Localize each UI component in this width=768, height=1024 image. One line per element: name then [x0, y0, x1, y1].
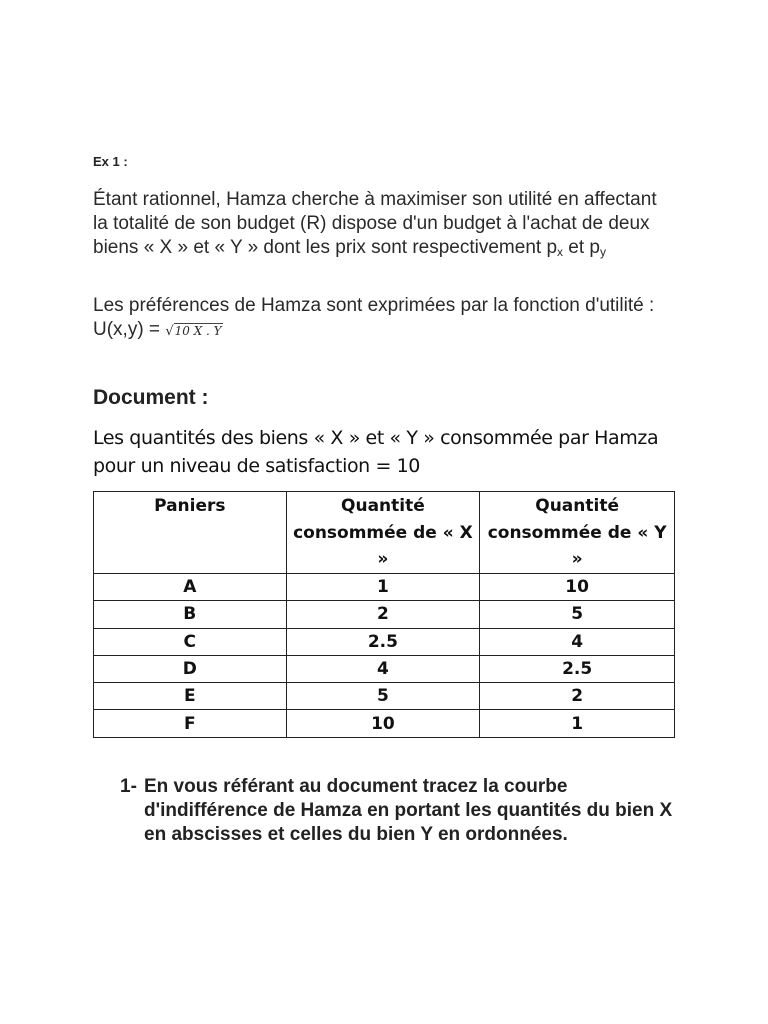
document-description: Les quantités des biens « X » et « Y » consommée par Hamza pour un niveau de satisfaction = 10: [93, 427, 659, 477]
cell-quantity-x: 1: [286, 574, 480, 601]
header-quantity-x: Quantité consommée de « X »: [286, 492, 480, 574]
formula-radicand: 10 X . Y: [174, 324, 222, 338]
question-number: 1-: [120, 776, 137, 797]
table-row: [94, 655, 675, 682]
header-paniers: Paniers: [94, 492, 287, 574]
exercise-label: Ex 1 :: [93, 154, 128, 169]
quantities-table: [93, 491, 675, 738]
cell-panier: A: [94, 574, 287, 601]
question-1: [120, 775, 680, 847]
utility-text: Les préférences de Hamza sont exprimées par la fonction d'utilité : U(x,y) =: [93, 295, 655, 340]
table-row: [94, 628, 675, 655]
cell-quantity-x: 10: [286, 710, 480, 737]
cell-quantity-y: 2: [480, 683, 675, 710]
intro-paragraph: [93, 188, 673, 264]
header-quantity-y: Quantité consommée de « Y »: [480, 492, 675, 574]
table-row: [94, 574, 675, 601]
table-row: [94, 683, 675, 710]
cell-panier: B: [94, 601, 287, 628]
question-text: En vous référant au document tracez la courbe d'indifférence de Hamza en portant les quantités du bien X en abscisses et celles du bien Y en ordonnées.: [144, 776, 673, 845]
cell-quantity-y: 2.5: [480, 655, 675, 682]
cell-panier: C: [94, 628, 287, 655]
cell-quantity-y: 5: [480, 601, 675, 628]
table-header-row: [94, 492, 675, 574]
radical-sign: √: [165, 324, 174, 339]
cell-panier: E: [94, 683, 287, 710]
cell-quantity-x: 4: [286, 655, 480, 682]
subscript-x: x: [557, 245, 564, 259]
cell-quantity-x: 2.5: [286, 628, 480, 655]
cell-quantity-x: 5: [286, 683, 480, 710]
utility-paragraph: [93, 294, 673, 344]
cell-quantity-y: 1: [480, 710, 675, 737]
cell-quantity-y: 4: [480, 628, 675, 655]
document-title: Document :: [93, 386, 209, 409]
intro-text-middle: et p: [563, 237, 600, 258]
cell-panier: D: [94, 655, 287, 682]
cell-panier: F: [94, 710, 287, 737]
intro-text: Étant rationnel, Hamza cherche à maximiser son utilité en affectant la totalité de son budget (R) dispose d'un budget à l'achat de deux biens « X » et « Y » dont les prix sont respectivement p: [93, 189, 657, 258]
cell-quantity-y: 10: [480, 574, 675, 601]
subscript-y: y: [600, 245, 606, 259]
table-row: [94, 710, 675, 737]
table-row: [94, 601, 675, 628]
cell-quantity-x: 2: [286, 601, 480, 628]
utility-formula: [165, 324, 222, 338]
